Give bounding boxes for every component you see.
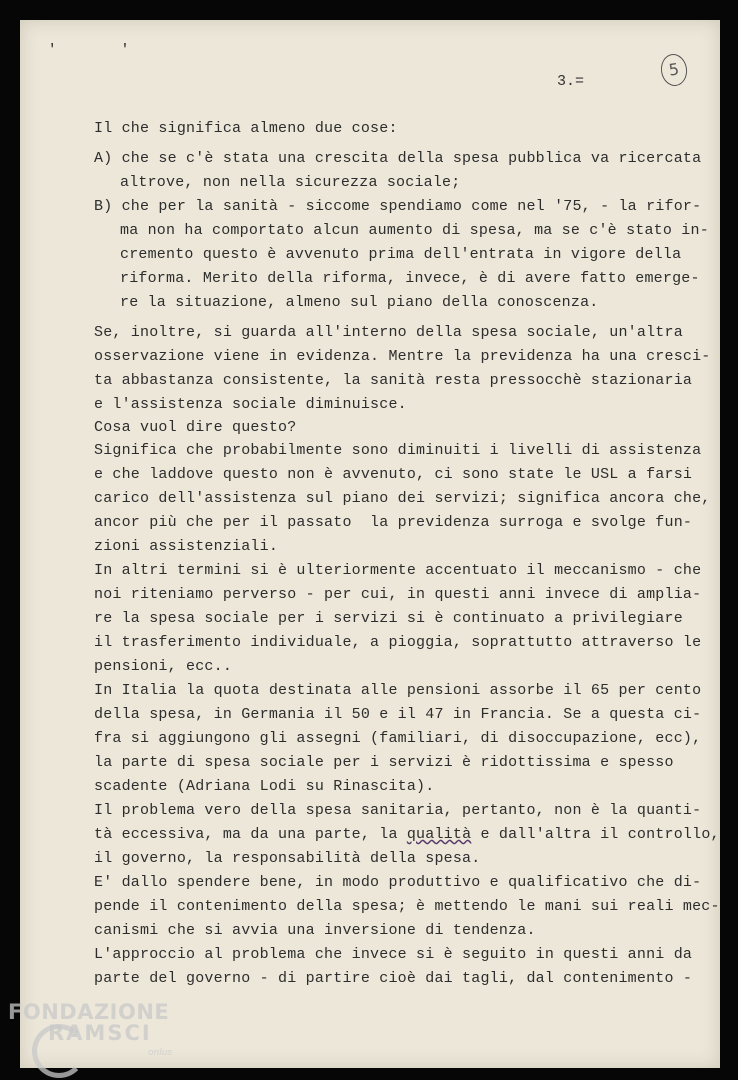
- text-line: zioni assistenziali.: [94, 538, 279, 555]
- text-line: In Italia la quota destinata alle pensioni assorbe il 65 per cento: [94, 682, 702, 699]
- text-line: cremento questo è avvenuto prima dell'entrata in vigore della: [120, 246, 682, 263]
- text-line: scadente (Adriana Lodi su Rinascita).: [94, 778, 435, 795]
- text-line: carico dell'assistenza sul piano dei servizi; significa ancora che,: [94, 490, 711, 507]
- text-line: la parte di spesa sociale per i servizi è ridottissima e spesso: [94, 754, 674, 771]
- watermark-line-2: RAMSCI: [48, 1021, 152, 1045]
- text-line: e che laddove questo non è avvenuto, ci sono state le USL a farsi: [94, 466, 693, 483]
- text-line: osservazione viene in evidenza. Mentre la previdenza ha una cresci-: [94, 348, 711, 365]
- text-line: L'approccio al problema che invece si è seguito in questi anni da: [94, 946, 693, 963]
- text-line: ma non ha comportato alcun aumento di spesa, ma se c'è stato in-: [120, 222, 709, 239]
- text-line: e l'assistenza sociale diminuisce.: [94, 396, 407, 413]
- text-line: Il problema vero della spesa sanitaria, pertanto, non è la quanti-: [94, 802, 702, 819]
- text-line: re la situazione, almeno sul piano della conoscenza.: [120, 294, 599, 311]
- text-line: re la spesa sociale per i servizi si è continuato a privilegiare: [94, 610, 683, 627]
- text-line: il trasferimento individuale, a pioggia, soprattutto attraverso le: [94, 634, 702, 651]
- text-line: Cosa vuol dire questo?: [94, 419, 297, 436]
- text-line: B) che per la sanità - siccome spendiamo come nel '75, - la rifor-: [94, 198, 702, 215]
- text-line: Il che significa almeno due cose:: [94, 120, 398, 137]
- text-line: parte del governo - di partire cioè dai tagli, dal contenimento -: [94, 970, 693, 987]
- text-line: pende il contenimento della spesa; è mettendo le mani sui reali mec-: [94, 898, 720, 915]
- text-line: altrove, non nella sicurezza sociale;: [120, 174, 461, 191]
- text-line: ancor più che per il passato la previdenza surroga e svolge fun-: [94, 514, 693, 531]
- text-line: E' dallo spendere bene, in modo produttivo e qualificativo che di-: [94, 874, 702, 891]
- text-line-with-underline: [94, 826, 720, 843]
- corner-marks: ' ': [48, 42, 158, 58]
- text-segment: e dall'altra il controllo,: [471, 826, 720, 843]
- watermark-line-3: onlus: [148, 1048, 173, 1058]
- text-line: della spesa, in Germania il 50 e il 47 in Francia. Se a questa ci-: [94, 706, 702, 723]
- text-line: Significa che probabilmente sono diminuiti i livelli di assistenza: [94, 442, 702, 459]
- text-line: ta abbastanza consistente, la sanità resta pressocchè stazionaria: [94, 372, 693, 389]
- fondazione-gramsci-watermark: [8, 1000, 173, 1058]
- text-line: fra si aggiungono gli assegni (familiari, di disoccupazione, ecc),: [94, 730, 702, 747]
- text-line: pensioni, ecc..: [94, 658, 233, 675]
- text-line: canismi che si avvia una inversione di tendenza.: [94, 922, 536, 939]
- text-line: il governo, la responsabilità della spesa.: [94, 850, 481, 867]
- text-line: Se, inoltre, si guarda all'interno della spesa sociale, un'altra: [94, 324, 683, 341]
- circled-page-number: 5: [659, 52, 689, 87]
- text-line: noi riteniamo perverso - per cui, in questi anni invece di amplia-: [94, 586, 702, 603]
- page-number: 3.=: [557, 73, 585, 90]
- watermark-line-1: FONDAZIONE: [8, 1000, 170, 1024]
- text-line: riforma. Merito della riforma, invece, è di avere fatto emerge-: [120, 270, 700, 287]
- text-line: A) che se c'è stata una crescita della spesa pubblica va ricercata: [94, 150, 702, 167]
- g-logo-icon: [32, 1024, 86, 1078]
- text-segment: tà eccessiva, ma da una parte, la: [94, 826, 407, 843]
- underlined-word: qualità: [406, 826, 472, 843]
- text-line: In altri termini si è ulteriormente accentuato il meccanismo - che: [94, 562, 702, 579]
